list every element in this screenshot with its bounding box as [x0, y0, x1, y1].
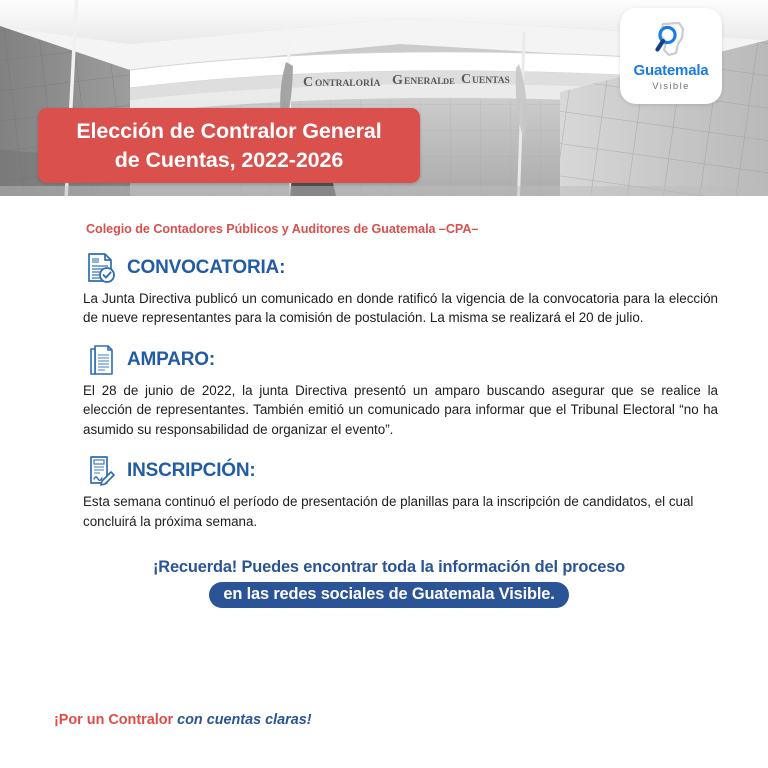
- hero-header: [0, 0, 768, 196]
- section-inscripcion-body: Esta semana continuó el período de presentación de planillas para la inscripción de candidatos, el cual concluirá la próxima semana.: [83, 494, 694, 529]
- document-signature-icon: [84, 454, 118, 488]
- organization-subtitle: Colegio de Contadores Públicos y Auditores de Guatemala –CPA–: [86, 222, 479, 236]
- hero-title-line2: de Cuentas, 2022-2026: [114, 147, 344, 172]
- svg-text:ONTRALORÍA: ONTRALORÍA: [315, 79, 381, 89]
- section-amparo: [0, 343, 768, 439]
- cta-social-pill[interactable]: en las redes sociales de Guatemala Visible.: [209, 582, 568, 608]
- section-inscripcion-title: INSCRIPCIÓN:: [127, 460, 256, 482]
- section-convocatoria-title: CONVOCATORIA:: [127, 257, 286, 278]
- svg-text:UENTAS: UENTAS: [472, 76, 510, 86]
- footer-slogan-red: ¡Por un Contralor: [54, 712, 174, 728]
- guatemala-visible-logo[interactable]: [620, 8, 722, 104]
- call-to-action: [0, 558, 768, 608]
- section-convocatoria-body: La Junta Directiva publicó un comunicado en donde ratificó la vigencia de la convocatoria para la elección de nueve representantes para la comisión de postulación. La misma se realizará el 20 de julio.: [83, 291, 718, 326]
- hero-title-text: [60, 117, 397, 174]
- hero-title-banner: [38, 108, 420, 183]
- footer-slogan-blue: con cuentas claras!: [177, 712, 312, 728]
- section-convocatoria-header: [84, 251, 768, 285]
- svg-text:C: C: [303, 75, 314, 90]
- main-content: [0, 196, 768, 608]
- svg-text:DE: DE: [443, 76, 455, 86]
- section-inscripcion-header: [84, 454, 768, 488]
- logo-subtitle: Visible: [652, 81, 690, 92]
- section-amparo-title: AMPARO:: [127, 348, 215, 370]
- magnifier-map-icon: [649, 20, 693, 62]
- hero-title-line1: Elección de Contralor General: [76, 119, 382, 144]
- svg-text:G: G: [392, 73, 403, 88]
- svg-text:ENERAL: ENERAL: [404, 77, 444, 87]
- svg-text:C: C: [461, 72, 472, 87]
- logo-name: Guatemala: [633, 62, 709, 79]
- section-convocatoria: [0, 251, 768, 328]
- cta-line-1: ¡Recuerda! Puedes encontrar toda la información del proceso: [152, 558, 626, 577]
- section-amparo-header: [84, 343, 768, 377]
- section-inscripcion: [0, 454, 768, 531]
- document-check-icon: [84, 251, 118, 285]
- section-amparo-body: El 28 de junio de 2022, la junta Directiva presentó un amparo buscando asegurar que se realice la elección de representantes. También emitió un comunicado para informar que el Tribunal Electoral “no ha asumido su responsabilidad de organizar el evento”.: [83, 382, 718, 437]
- footer-slogan: [54, 712, 312, 728]
- document-lines-icon: [84, 343, 118, 377]
